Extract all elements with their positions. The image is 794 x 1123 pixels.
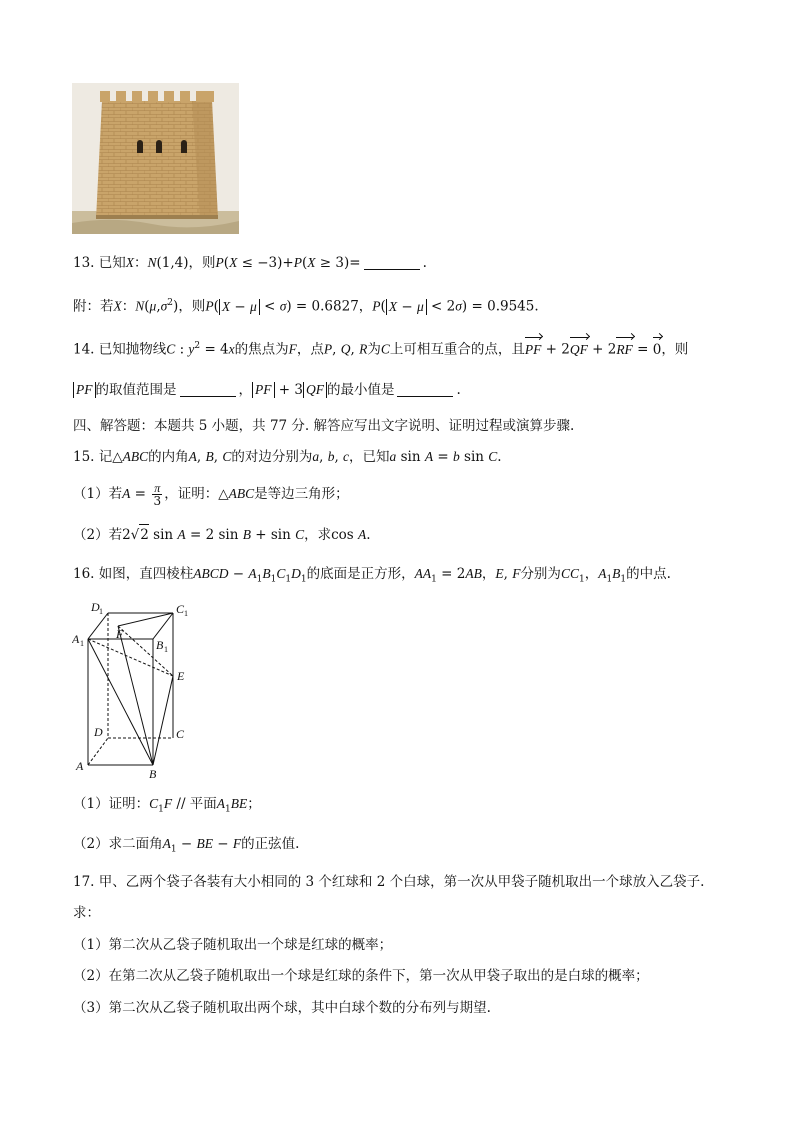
- q15-stem: 15. 记△ABC的内角A, B, C的对边分别为a, b, c，已知a sin A = b sin C.: [73, 449, 502, 465]
- label-B: B: [149, 767, 157, 780]
- q16-part2: （2）求二面角$A_1$ − BE − F的正弦值.: [73, 836, 300, 855]
- q13-note: 附：若X：$N(\mu,\sigma^2)$，则P( X − μ < σ) = 0.6827，P( X − μ < 2σ) = 0.9545.: [73, 298, 539, 315]
- svg-text:1: 1: [99, 607, 103, 616]
- section-heading: 四、解答题：本题共 5 小题，共 77 分. 解答应写出文字说明、证明过程或演算步骤.: [73, 418, 575, 434]
- prism-figure: [72, 598, 202, 780]
- q17-part3: （3）第二次从乙袋子随机取出两个球，其中白球个数的分布列与期望.: [73, 1000, 491, 1016]
- q17-stem-2: 求：: [73, 905, 100, 921]
- svg-text:1: 1: [164, 645, 168, 654]
- label-F: F: [116, 627, 124, 641]
- q17-part2: （2）在第二次从乙袋子随机取出一个球是红球的条件下，第一次从甲袋子取出的是白球的概率；: [73, 968, 649, 984]
- answer-blank[interactable]: [364, 255, 420, 270]
- q17-stem-1: 17. 甲、乙两个袋子各装有大小相同的 3 个红球和 2 个白球，第一次从甲袋子随机取出一个球放入乙袋子.: [73, 874, 705, 890]
- q14-line2: PF 的取值范围是 ， PF + 3 QF 的最小值是 .: [73, 380, 461, 400]
- label-C: C: [176, 727, 185, 741]
- q15-part2: （2）若2√2 sin A = 2 sin B + sin C，求cos A.: [73, 524, 371, 545]
- label-D1: D: [91, 600, 100, 614]
- watchtower-photo: [72, 83, 239, 234]
- label-A1: A: [72, 632, 80, 646]
- label-C1: C: [176, 602, 185, 616]
- svg-text:1: 1: [184, 609, 188, 618]
- label-B1: B: [156, 638, 164, 652]
- q15-part1: （1）若A = $\frac{\pi}{3}$ ，证明：△ABC是等边三角形；: [73, 481, 349, 508]
- label-E: E: [177, 669, 185, 683]
- q14-stem: 14. 已知抛物线C : $y^2 = 4x$的焦点为F，点P, Q, R为C上可相互重合的点，且PF + 2QF + 2RF = 0，则: [73, 341, 689, 358]
- q17-part1: （1）第二次从乙袋子随机取出一个球是红球的概率；: [73, 937, 393, 953]
- answer-blank[interactable]: [397, 382, 453, 397]
- svg-text:1: 1: [80, 639, 84, 648]
- q13-stem: 13. 已知X：N(1,4)，则P(X ≤ −3)+P(X ≥ 3)= .: [73, 255, 427, 271]
- q16-stem: 16. 如图，直四棱柱ABCD − $A_1B_1C_1D_1$的底面是正方形，$AA_1 = 2AB$，E, F分别为$CC_1$，$A_1B_1$的中点.: [73, 566, 671, 585]
- q16-part1: （1）证明：$C_1F$ // 平面$A_1BE$；: [73, 796, 261, 815]
- answer-blank[interactable]: [180, 382, 236, 397]
- label-D: D: [94, 725, 103, 739]
- label-A: A: [76, 759, 84, 773]
